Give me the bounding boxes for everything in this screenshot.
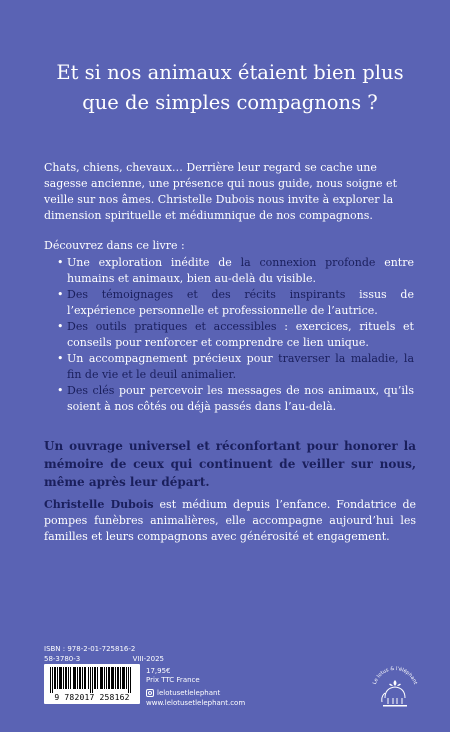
publication-info bbox=[44, 644, 164, 664]
intro-line: dimension spirituelle et médiumnique de nos compagnons. bbox=[44, 209, 373, 222]
feature-highlight: Des témoignages et des récits inspirants bbox=[67, 288, 346, 301]
isbn: ISBN : 978-2-01-725816-2 bbox=[44, 645, 136, 653]
edition-date: VIII-2025 bbox=[132, 655, 164, 663]
price: 17,95€ bbox=[146, 667, 171, 675]
feature-highlight: Des clés bbox=[67, 384, 115, 397]
barcode-digits: 9 782017 258162 bbox=[54, 693, 130, 702]
author-bio: Christelle Dubois est médium depuis l’enfance. Fondatrice de pompes funèbres animalières, elle accompagne aujourd’hui les familles et leurs compagnons avec générosité et engagement. bbox=[44, 498, 417, 543]
feature-item: • Une exploration inédite de la connexion profonde entre humains et animaux, bien au-delà du visible. bbox=[58, 255, 414, 287]
feature-highlight: Des outils pratiques et accessibles bbox=[67, 320, 277, 333]
publisher-links bbox=[146, 688, 245, 708]
price-label: Prix TTC France bbox=[146, 676, 200, 684]
intro-paragraph bbox=[44, 160, 414, 224]
author-name: Christelle Dubois bbox=[44, 498, 154, 511]
headline bbox=[40, 58, 420, 118]
closing-statement: Un ouvrage universel et réconfortant pour honorer la mémoire de ceux qui continuent de veiller sur nous, même après leur départ. bbox=[44, 439, 416, 489]
website-link[interactable]: www.lelotusetlelephant.com bbox=[146, 699, 246, 707]
feature-item: • Un accompagnement précieux pour traverser la maladie, la fin de vie et le deuil animalier. bbox=[58, 351, 414, 383]
barcode bbox=[44, 664, 140, 704]
intro-line: sagesse ancienne, une présence qui nous guide, nous soigne et bbox=[44, 177, 397, 190]
intro-line: Chats, chiens, chevaux… Derrière leur regard se cache une bbox=[44, 161, 377, 174]
publisher-logo-icon bbox=[368, 660, 422, 714]
feature-item: • Des outils pratiques et accessibles : exercices, rituels et conseils pour renforcer et comprendre ce lien unique. bbox=[58, 319, 414, 351]
logo-text: Le lotus & l'éléphant bbox=[371, 665, 419, 686]
headline-line-1: Et si nos animaux étaient bien plus bbox=[56, 61, 404, 84]
feature-item: • Des témoignages et des récits inspirants issus de l’expérience personnelle et professionnelle de l’autrice. bbox=[58, 287, 414, 319]
feature-highlight: traverser la maladie, la fin de vie et le deuil animalier. bbox=[67, 352, 415, 381]
feature-list bbox=[58, 255, 414, 415]
feature-highlight: la connexion profonde bbox=[240, 256, 376, 269]
headline-line-2: que de simples compagnons ? bbox=[82, 91, 378, 114]
intro-line: veille sur nos âmes. Christelle Dubois nous invite à explorer la bbox=[44, 193, 394, 206]
instagram-handle[interactable]: lelotusetlelephant bbox=[157, 689, 221, 697]
price-info bbox=[146, 667, 200, 685]
barcode-bars-icon bbox=[50, 667, 134, 693]
instagram-icon bbox=[146, 689, 154, 697]
reference-code: 58-3780-3 bbox=[44, 655, 81, 663]
feature-item: • Des clés pour percevoir les messages de nos animaux, qu’ils soient à nos côtés ou déjà passés dans l’au-delà. bbox=[58, 383, 414, 415]
discover-label: Découvrez dans ce livre : bbox=[44, 239, 185, 252]
